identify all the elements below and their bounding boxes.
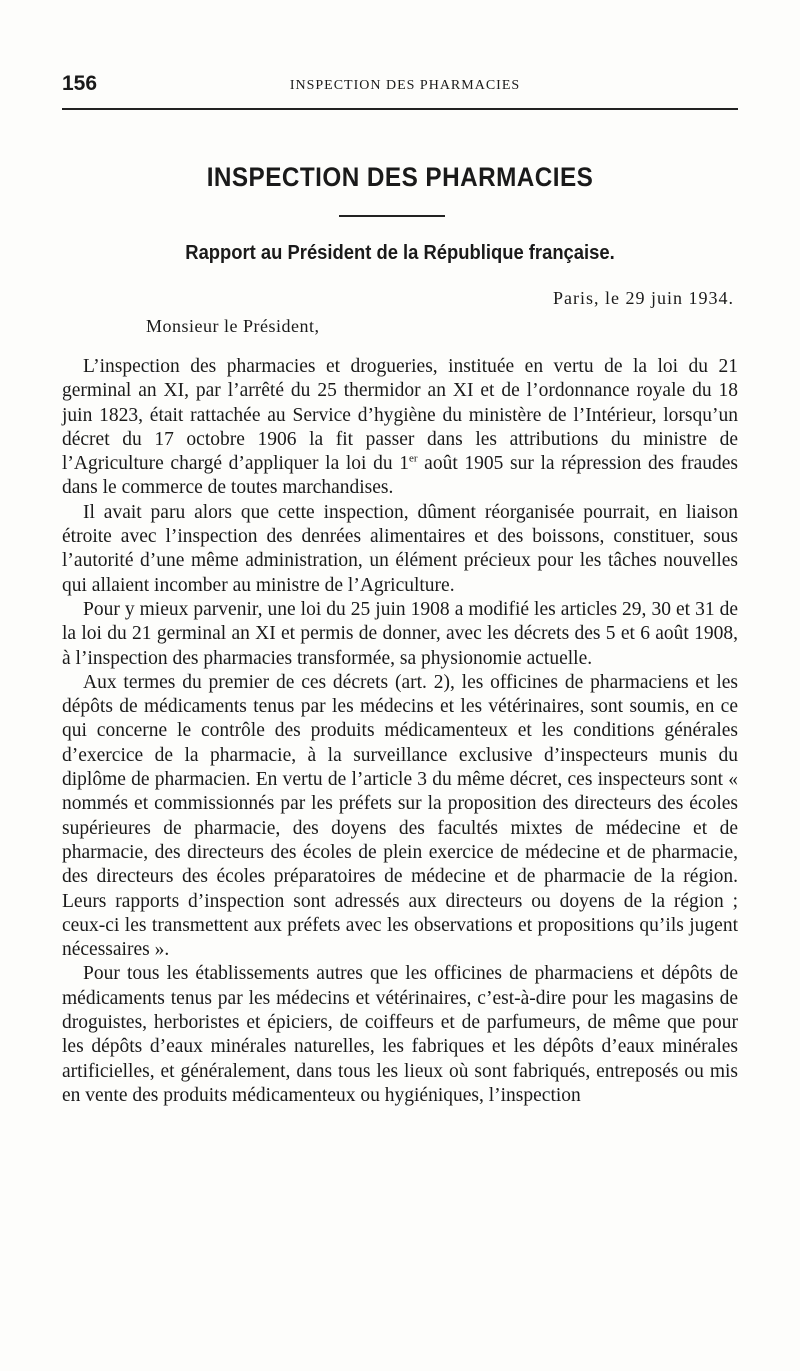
running-head	[62, 68, 738, 110]
paragraph-5: Pour tous les établissements autres que les officines de pharmaciens et dépôts de médicaments tenus par les médecins et vétérinaires, c’est-à-dire pour les magasins de droguistes, herboristes et épiciers, de coiffeurs et de parfumeurs, de même que pour les dépôts d’eaux minérales naturelles, les fabriques et les dépôts d’eaux minérales artificielles, et généralement, dans tous les lieux où sont fabriqués, entreposés ou mis en vente des produits médicamenteux ou hygiéniques, l’inspection	[62, 963, 738, 1106]
paragraph-1-text-a: L’inspection des pharmacies et drogueries, instituée en vertu de la loi du 21 germinal an XI, par l’arrêté du 25 thermidor an XI et de l’ordonnance royale du 18 juin 1823, était rattachée au Service d’hygiène du ministère de l’Intérieur, lorsqu’un décret du 17 octobre 1906 la fit passer dans les attributions du ministre de l’Agriculture chargé d’appliquer la loi du 1	[62, 356, 738, 475]
running-head-title: INSPECTION DES PHARMACIES	[289, 78, 521, 93]
article-subtitle: Rapport au Président de la République française.	[185, 242, 615, 264]
paragraph-1-text-b: août 1905 sur la répression des fraudes dans le commerce de toutes marchandises.	[62, 453, 738, 499]
paragraph-1	[62, 355, 738, 501]
article-title: INSPECTION DES PHARMACIES	[206, 162, 594, 192]
paragraph-2: Il avait paru alors que cette inspection, dûment réorganisée pourrait, en liaison étroite avec l’inspection des denrées alimentaires et des boissons, constituer, sous l’autorité d’une même administration, un élément précieux pour les tâches nouvelles qui allaient incomber au ministre de l’Agriculture.	[62, 501, 738, 596]
paragraph-4: Aux termes du premier de ces décrets (art. 2), les officines de pharmaciens et les dépôts de médicaments tenus par les médecins et les vétérinaires, sont soumis, en ce qui concerne le contrôle des produits médicamenteux et les conditions générales d’exercice de la pharmacie, à la surveillance exclusive d’inspecteurs munis du diplôme de pharmacien. En vertu de l’article 3 du même décret, ces inspecteurs sont « nommés et commissionnés par les préfets sur la proposition des directeurs des écoles supérieures de pharmacie, des doyens des facultés mixtes de médecine et de pharmacie, des directeurs des écoles de plein exercice de médecine et de pharmacie, des directeurs des écoles préparatoires de médecine et de pharmacie de la région. Leurs rapports d’inspection sont adressés aux directeurs ou doyens de la région ; ceux-ci les transmettent aux préfets avec les observations et propositions qu’ils jugent nécessaires ».	[62, 671, 738, 961]
title-divider	[339, 215, 445, 217]
ordinal-superscript: er	[409, 452, 418, 465]
page-number: 156	[62, 72, 98, 95]
paragraph-3: Pour y mieux parvenir, une loi du 25 juin 1908 a modifié les articles 29, 30 et 31 de la loi du 21 germinal an XI et permis de donner, avec les décrets des 5 et 6 août 1908, à l’inspection des pharmacies transformée, sa physionomie actuelle.	[62, 598, 738, 669]
salutation: Monsieur le Président,	[146, 316, 320, 336]
article-body	[62, 355, 738, 1108]
dateline: Paris, le 29 juin 1934.	[553, 288, 734, 308]
